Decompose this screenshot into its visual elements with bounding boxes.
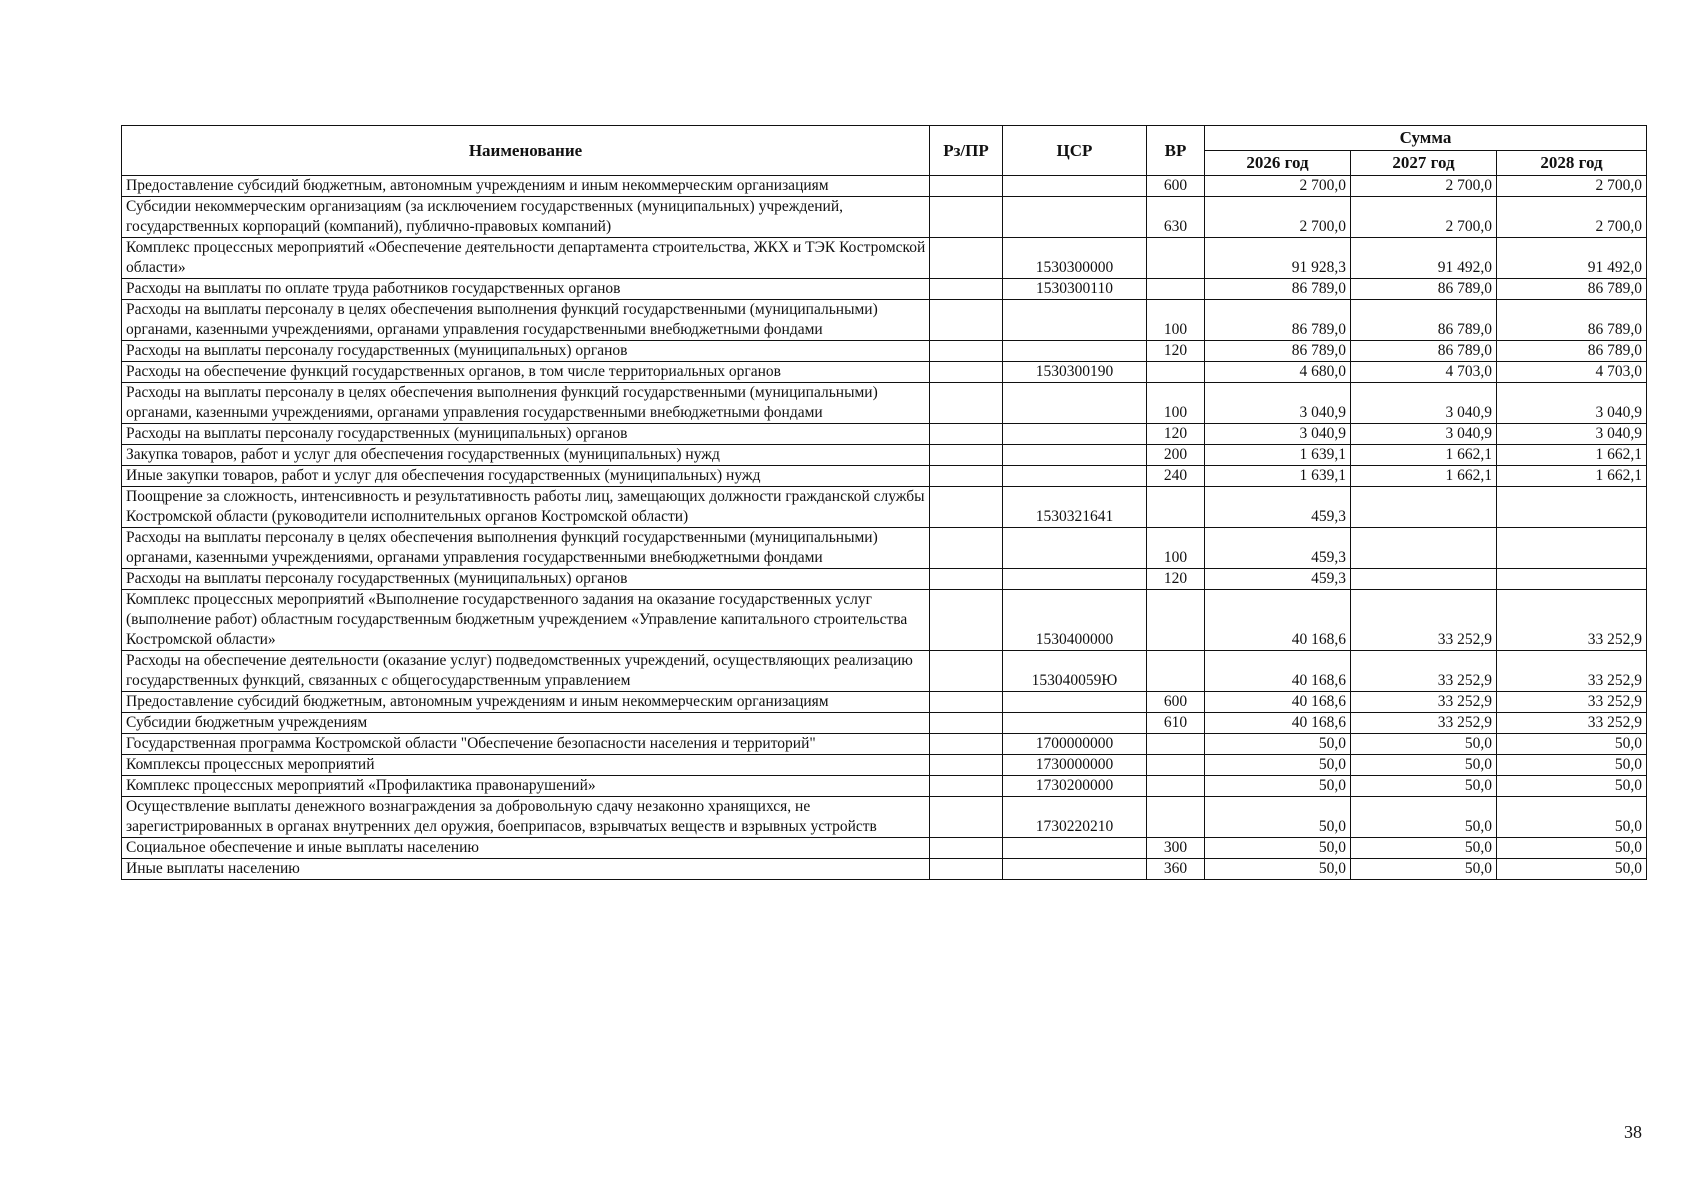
page-number: 38: [1624, 1122, 1642, 1142]
cell-vr: 100: [1147, 528, 1205, 569]
cell-2027: 1 662,1: [1351, 445, 1497, 466]
cell-vr: [1147, 776, 1205, 797]
cell-vr: 300: [1147, 838, 1205, 859]
cell-vr: 120: [1147, 424, 1205, 445]
cell-vr: 240: [1147, 466, 1205, 487]
cell-name: Комплексы процессных мероприятий: [122, 755, 930, 776]
cell-name: Расходы на выплаты персоналу государственных (муниципальных) органов: [122, 424, 930, 445]
table-row: [122, 776, 1647, 797]
cell-2028: 33 252,9: [1497, 692, 1647, 713]
cell-2028: [1497, 569, 1647, 590]
cell-rzpr: [930, 569, 1003, 590]
cell-vr: 100: [1147, 300, 1205, 341]
cell-vr: [1147, 755, 1205, 776]
cell-vr: [1147, 590, 1205, 651]
table-row: [122, 362, 1647, 383]
table-row: [122, 424, 1647, 445]
cell-rzpr: [930, 341, 1003, 362]
cell-2028: 86 789,0: [1497, 341, 1647, 362]
cell-name: Расходы на выплаты персоналу в целях обеспечения выполнения функций государственными (муниципальными) органами, казенными учреждениями, органами управления государственными внебюджетными фондами: [122, 383, 930, 424]
table-row: [122, 755, 1647, 776]
header-csr: ЦСР: [1003, 126, 1147, 176]
cell-vr: [1147, 734, 1205, 755]
cell-2028: 33 252,9: [1497, 713, 1647, 734]
cell-2028: 33 252,9: [1497, 651, 1647, 692]
cell-name: Субсидии некоммерческим организациям (за исключением государственных (муниципальных) учреждений, государственных корпораций (компаний), публично-правовых компаний): [122, 197, 930, 238]
cell-2026: 86 789,0: [1205, 279, 1351, 300]
table-body: [122, 176, 1647, 880]
cell-csr: 1530300190: [1003, 362, 1147, 383]
cell-2026: 40 168,6: [1205, 713, 1351, 734]
cell-2026: 2 700,0: [1205, 176, 1351, 197]
cell-2026: 1 639,1: [1205, 445, 1351, 466]
cell-rzpr: [930, 734, 1003, 755]
cell-csr: [1003, 692, 1147, 713]
cell-2026: 50,0: [1205, 859, 1351, 880]
table-row: [122, 838, 1647, 859]
cell-rzpr: [930, 838, 1003, 859]
cell-vr: 120: [1147, 569, 1205, 590]
cell-2026: 4 680,0: [1205, 362, 1351, 383]
cell-2027: 86 789,0: [1351, 279, 1497, 300]
cell-rzpr: [930, 755, 1003, 776]
cell-2027: 2 700,0: [1351, 197, 1497, 238]
cell-2028: [1497, 528, 1647, 569]
cell-rzpr: [930, 424, 1003, 445]
cell-2026: 50,0: [1205, 838, 1351, 859]
cell-2027: [1351, 528, 1497, 569]
cell-name: Расходы на выплаты по оплате труда работников государственных органов: [122, 279, 930, 300]
cell-csr: 1530400000: [1003, 590, 1147, 651]
cell-2028: 50,0: [1497, 838, 1647, 859]
cell-2026: 40 168,6: [1205, 651, 1351, 692]
cell-2027: 3 040,9: [1351, 383, 1497, 424]
cell-2028: 2 700,0: [1497, 197, 1647, 238]
cell-2028: 91 492,0: [1497, 238, 1647, 279]
cell-2027: 50,0: [1351, 734, 1497, 755]
cell-rzpr: [930, 176, 1003, 197]
cell-2027: 2 700,0: [1351, 176, 1497, 197]
cell-csr: 1730220210: [1003, 797, 1147, 838]
cell-rzpr: [930, 590, 1003, 651]
cell-2028: 33 252,9: [1497, 590, 1647, 651]
cell-name: Комплекс процессных мероприятий «Профилактика правонарушений»: [122, 776, 930, 797]
table-row: [122, 528, 1647, 569]
cell-2027: 50,0: [1351, 797, 1497, 838]
cell-2026: 50,0: [1205, 755, 1351, 776]
cell-2026: 3 040,9: [1205, 383, 1351, 424]
cell-name: Социальное обеспечение и иные выплаты населению: [122, 838, 930, 859]
cell-2026: 86 789,0: [1205, 341, 1351, 362]
cell-csr: [1003, 838, 1147, 859]
cell-vr: 200: [1147, 445, 1205, 466]
cell-name: Государственная программа Костромской области "Обеспечение безопасности населения и территорий": [122, 734, 930, 755]
cell-2028: [1497, 487, 1647, 528]
cell-2026: 50,0: [1205, 734, 1351, 755]
cell-2028: 2 700,0: [1497, 176, 1647, 197]
table-row: [122, 445, 1647, 466]
table-row: [122, 383, 1647, 424]
cell-2026: 1 639,1: [1205, 466, 1351, 487]
cell-2026: 3 040,9: [1205, 424, 1351, 445]
cell-2026: 459,3: [1205, 528, 1351, 569]
table-row: [122, 466, 1647, 487]
cell-2026: 459,3: [1205, 487, 1351, 528]
cell-rzpr: [930, 713, 1003, 734]
cell-2026: 40 168,6: [1205, 590, 1351, 651]
table-row: [122, 341, 1647, 362]
cell-2026: 50,0: [1205, 797, 1351, 838]
cell-csr: [1003, 176, 1147, 197]
cell-csr: 153040059Ю: [1003, 651, 1147, 692]
cell-vr: [1147, 279, 1205, 300]
cell-rzpr: [930, 651, 1003, 692]
cell-vr: [1147, 797, 1205, 838]
cell-rzpr: [930, 776, 1003, 797]
cell-2028: 50,0: [1497, 734, 1647, 755]
cell-name: Комплекс процессных мероприятий «Выполнение государственного задания на оказание государственных услуг (выполнение работ) областным государственным бюджетным учреждением «Управление капитального строительства Костромской области»: [122, 590, 930, 651]
cell-name: Поощрение за сложность, интенсивность и результативность работы лиц, замещающих должности гражданской службы Костромской области (руководители исполнительных органов Костромской области): [122, 487, 930, 528]
cell-vr: [1147, 362, 1205, 383]
cell-name: Расходы на выплаты персоналу государственных (муниципальных) органов: [122, 341, 930, 362]
table-row: [122, 859, 1647, 880]
cell-2026: 50,0: [1205, 776, 1351, 797]
header-2028: 2028 год: [1497, 151, 1647, 176]
cell-name: Расходы на обеспечение деятельности (оказание услуг) подведомственных учреждений, осуществляющих реализацию государственных функций, связанных с общегосударственным управлением: [122, 651, 930, 692]
cell-rzpr: [930, 859, 1003, 880]
cell-rzpr: [930, 445, 1003, 466]
cell-csr: 1530300000: [1003, 238, 1147, 279]
cell-name: Предоставление субсидий бюджетным, автономным учреждениям и иным некоммерческим организациям: [122, 176, 930, 197]
cell-rzpr: [930, 279, 1003, 300]
cell-vr: [1147, 651, 1205, 692]
cell-csr: 1530300110: [1003, 279, 1147, 300]
cell-2028: 4 703,0: [1497, 362, 1647, 383]
cell-rzpr: [930, 466, 1003, 487]
cell-csr: [1003, 424, 1147, 445]
header-rzpr: Рз/ПР: [930, 126, 1003, 176]
cell-2027: 3 040,9: [1351, 424, 1497, 445]
cell-2028: 50,0: [1497, 797, 1647, 838]
table-row: [122, 487, 1647, 528]
cell-rzpr: [930, 362, 1003, 383]
cell-csr: [1003, 466, 1147, 487]
cell-2026: 91 928,3: [1205, 238, 1351, 279]
cell-csr: [1003, 528, 1147, 569]
cell-2027: 4 703,0: [1351, 362, 1497, 383]
table-row: [122, 300, 1647, 341]
cell-csr: [1003, 197, 1147, 238]
cell-2028: 50,0: [1497, 755, 1647, 776]
cell-rzpr: [930, 797, 1003, 838]
cell-2028: 1 662,1: [1497, 466, 1647, 487]
header-name: Наименование: [122, 126, 930, 176]
cell-rzpr: [930, 300, 1003, 341]
cell-2026: 459,3: [1205, 569, 1351, 590]
cell-vr: 610: [1147, 713, 1205, 734]
table-row: [122, 590, 1647, 651]
cell-2027: 33 252,9: [1351, 713, 1497, 734]
cell-2027: 86 789,0: [1351, 300, 1497, 341]
cell-name: Расходы на выплаты персоналу государственных (муниципальных) органов: [122, 569, 930, 590]
cell-vr: 600: [1147, 692, 1205, 713]
cell-name: Осуществление выплаты денежного вознаграждения за добровольную сдачу незаконно хранящихся, не зарегистрированных в органах внутренних дел оружия, боеприпасов, взрывчатых веществ и взрывных устройств: [122, 797, 930, 838]
cell-2026: 2 700,0: [1205, 197, 1351, 238]
budget-table: [121, 125, 1647, 880]
cell-rzpr: [930, 487, 1003, 528]
cell-csr: [1003, 383, 1147, 424]
cell-rzpr: [930, 383, 1003, 424]
cell-2027: 1 662,1: [1351, 466, 1497, 487]
cell-rzpr: [930, 197, 1003, 238]
cell-name: Расходы на обеспечение функций государственных органов, в том числе территориальных органов: [122, 362, 930, 383]
cell-rzpr: [930, 238, 1003, 279]
header-2026: 2026 год: [1205, 151, 1351, 176]
cell-2027: 86 789,0: [1351, 341, 1497, 362]
cell-vr: [1147, 487, 1205, 528]
table-row: [122, 713, 1647, 734]
header-vr: ВР: [1147, 126, 1205, 176]
cell-2027: 50,0: [1351, 859, 1497, 880]
cell-csr: 1730000000: [1003, 755, 1147, 776]
cell-vr: 630: [1147, 197, 1205, 238]
header-2027: 2027 год: [1351, 151, 1497, 176]
cell-2028: 3 040,9: [1497, 383, 1647, 424]
cell-csr: [1003, 341, 1147, 362]
cell-2028: 50,0: [1497, 859, 1647, 880]
cell-2028: 50,0: [1497, 776, 1647, 797]
cell-2027: 50,0: [1351, 776, 1497, 797]
cell-2027: 50,0: [1351, 838, 1497, 859]
table-row: [122, 569, 1647, 590]
cell-csr: [1003, 569, 1147, 590]
cell-name: Субсидии бюджетным учреждениям: [122, 713, 930, 734]
cell-vr: [1147, 238, 1205, 279]
cell-name: Предоставление субсидий бюджетным, автономным учреждениям и иным некоммерческим организациям: [122, 692, 930, 713]
cell-name: Комплекс процессных мероприятий «Обеспечение деятельности департамента строительства, ЖКХ и ТЭК Костромской области»: [122, 238, 930, 279]
cell-csr: [1003, 300, 1147, 341]
cell-vr: 120: [1147, 341, 1205, 362]
table-row: [122, 692, 1647, 713]
cell-2026: 86 789,0: [1205, 300, 1351, 341]
cell-2026: 40 168,6: [1205, 692, 1351, 713]
cell-2027: [1351, 487, 1497, 528]
cell-rzpr: [930, 692, 1003, 713]
cell-2028: 3 040,9: [1497, 424, 1647, 445]
cell-name: Иные закупки товаров, работ и услуг для обеспечения государственных (муниципальных) нужд: [122, 466, 930, 487]
header-sum: Сумма: [1205, 126, 1647, 151]
cell-rzpr: [930, 528, 1003, 569]
table-row: [122, 651, 1647, 692]
table-row: [122, 238, 1647, 279]
cell-2027: 50,0: [1351, 755, 1497, 776]
table-row: [122, 197, 1647, 238]
cell-2028: 86 789,0: [1497, 300, 1647, 341]
cell-csr: [1003, 859, 1147, 880]
cell-2027: 33 252,9: [1351, 692, 1497, 713]
cell-name: Расходы на выплаты персоналу в целях обеспечения выполнения функций государственными (муниципальными) органами, казенными учреждениями, органами управления государственными внебюджетными фондами: [122, 528, 930, 569]
cell-csr: 1700000000: [1003, 734, 1147, 755]
cell-2027: 33 252,9: [1351, 590, 1497, 651]
table-row: [122, 176, 1647, 197]
cell-2027: [1351, 569, 1497, 590]
table-row: [122, 797, 1647, 838]
cell-vr: 360: [1147, 859, 1205, 880]
cell-csr: [1003, 445, 1147, 466]
cell-name: Иные выплаты населению: [122, 859, 930, 880]
cell-vr: 100: [1147, 383, 1205, 424]
table-row: [122, 734, 1647, 755]
cell-2027: 91 492,0: [1351, 238, 1497, 279]
cell-csr: 1730200000: [1003, 776, 1147, 797]
cell-2028: 86 789,0: [1497, 279, 1647, 300]
cell-name: Закупка товаров, работ и услуг для обеспечения государственных (муниципальных) нужд: [122, 445, 930, 466]
cell-2027: 33 252,9: [1351, 651, 1497, 692]
cell-name: Расходы на выплаты персоналу в целях обеспечения выполнения функций государственными (муниципальными) органами, казенными учреждениями, органами управления государственными внебюджетными фондами: [122, 300, 930, 341]
table-row: [122, 279, 1647, 300]
cell-vr: 600: [1147, 176, 1205, 197]
cell-csr: [1003, 713, 1147, 734]
cell-2028: 1 662,1: [1497, 445, 1647, 466]
cell-csr: 1530321641: [1003, 487, 1147, 528]
